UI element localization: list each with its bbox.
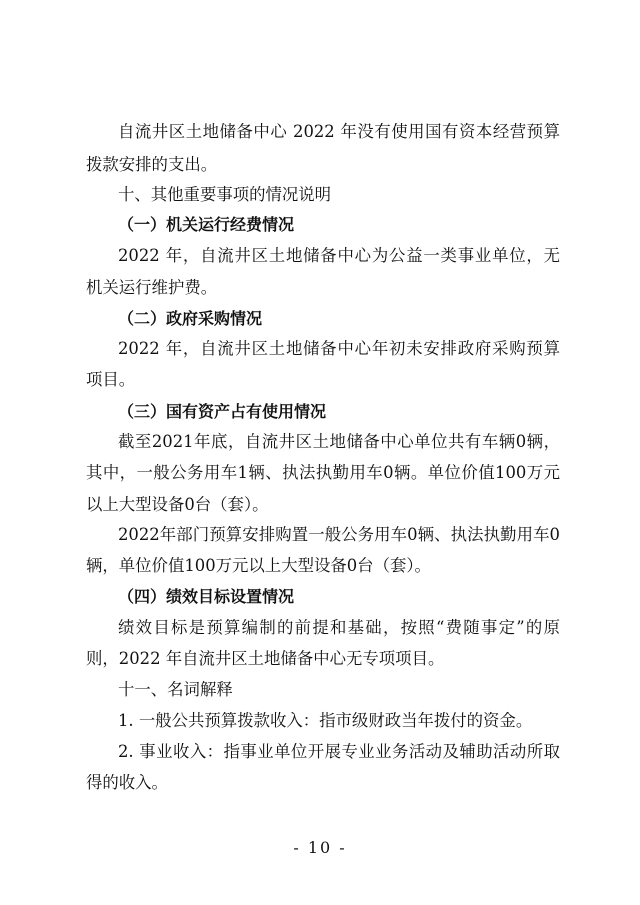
paragraph-line: 2. 事业收入：指事业单位开展专业业务活动及辅助活动所取 xyxy=(118,742,560,761)
page-number: - 10 - xyxy=(293,838,347,857)
paragraph-line: 机关运行维护费。 xyxy=(86,278,218,297)
section-heading: 十、其他重要事项的情况说明 xyxy=(118,185,332,204)
paragraph-line: 项目。 xyxy=(86,370,136,389)
paragraph-line: 其中，一般公务用车1辆、执法执勤用车0辆。单位价值100万元 xyxy=(86,463,560,482)
paragraph-line: 拨款安排的支出。 xyxy=(86,155,218,174)
paragraph-line: 自流井区土地储备中心 2022 年没有使用国有资本经营预算 xyxy=(118,122,560,141)
subsection-heading: （四）绩效目标设置情况 xyxy=(118,587,295,606)
paragraph-line: 则，2022 年自流井区土地储备中心无专项项目。 xyxy=(86,649,445,668)
subsection-heading: （一）机关运行经费情况 xyxy=(118,215,295,234)
paragraph-line: 辆，单位价值100万元以上大型设备0台（套）。 xyxy=(86,556,431,575)
paragraph-line: 1. 一般公共预算拨款收入：指市级财政当年拨付的资金。 xyxy=(118,711,533,730)
subsection-heading: （二）政府采购情况 xyxy=(118,309,263,328)
paragraph-line: 2022 年，自流井区土地储备中心年初未安排政府采购预算 xyxy=(118,339,560,358)
paragraph-line: 得的收入。 xyxy=(86,773,168,792)
paragraph-line: 2022 年，自流井区土地储备中心为公益一类事业单位，无 xyxy=(118,246,560,265)
subsection-heading: （三）国有资产占有使用情况 xyxy=(118,402,327,421)
section-heading: 十一、名词解释 xyxy=(118,680,233,699)
paragraph-line: 截至2021年底，自流井区土地储备中心单位共有车辆0辆， xyxy=(118,432,560,451)
paragraph-line: 2022年部门预算安排购置一般公务用车0辆、执法执勤用车0 xyxy=(118,525,560,544)
paragraph-line: 以上大型设备0台（套）。 xyxy=(86,495,269,514)
paragraph-line: 绩效目标是预算编制的前提和基础，按照“费随事定”的原 xyxy=(118,618,560,637)
